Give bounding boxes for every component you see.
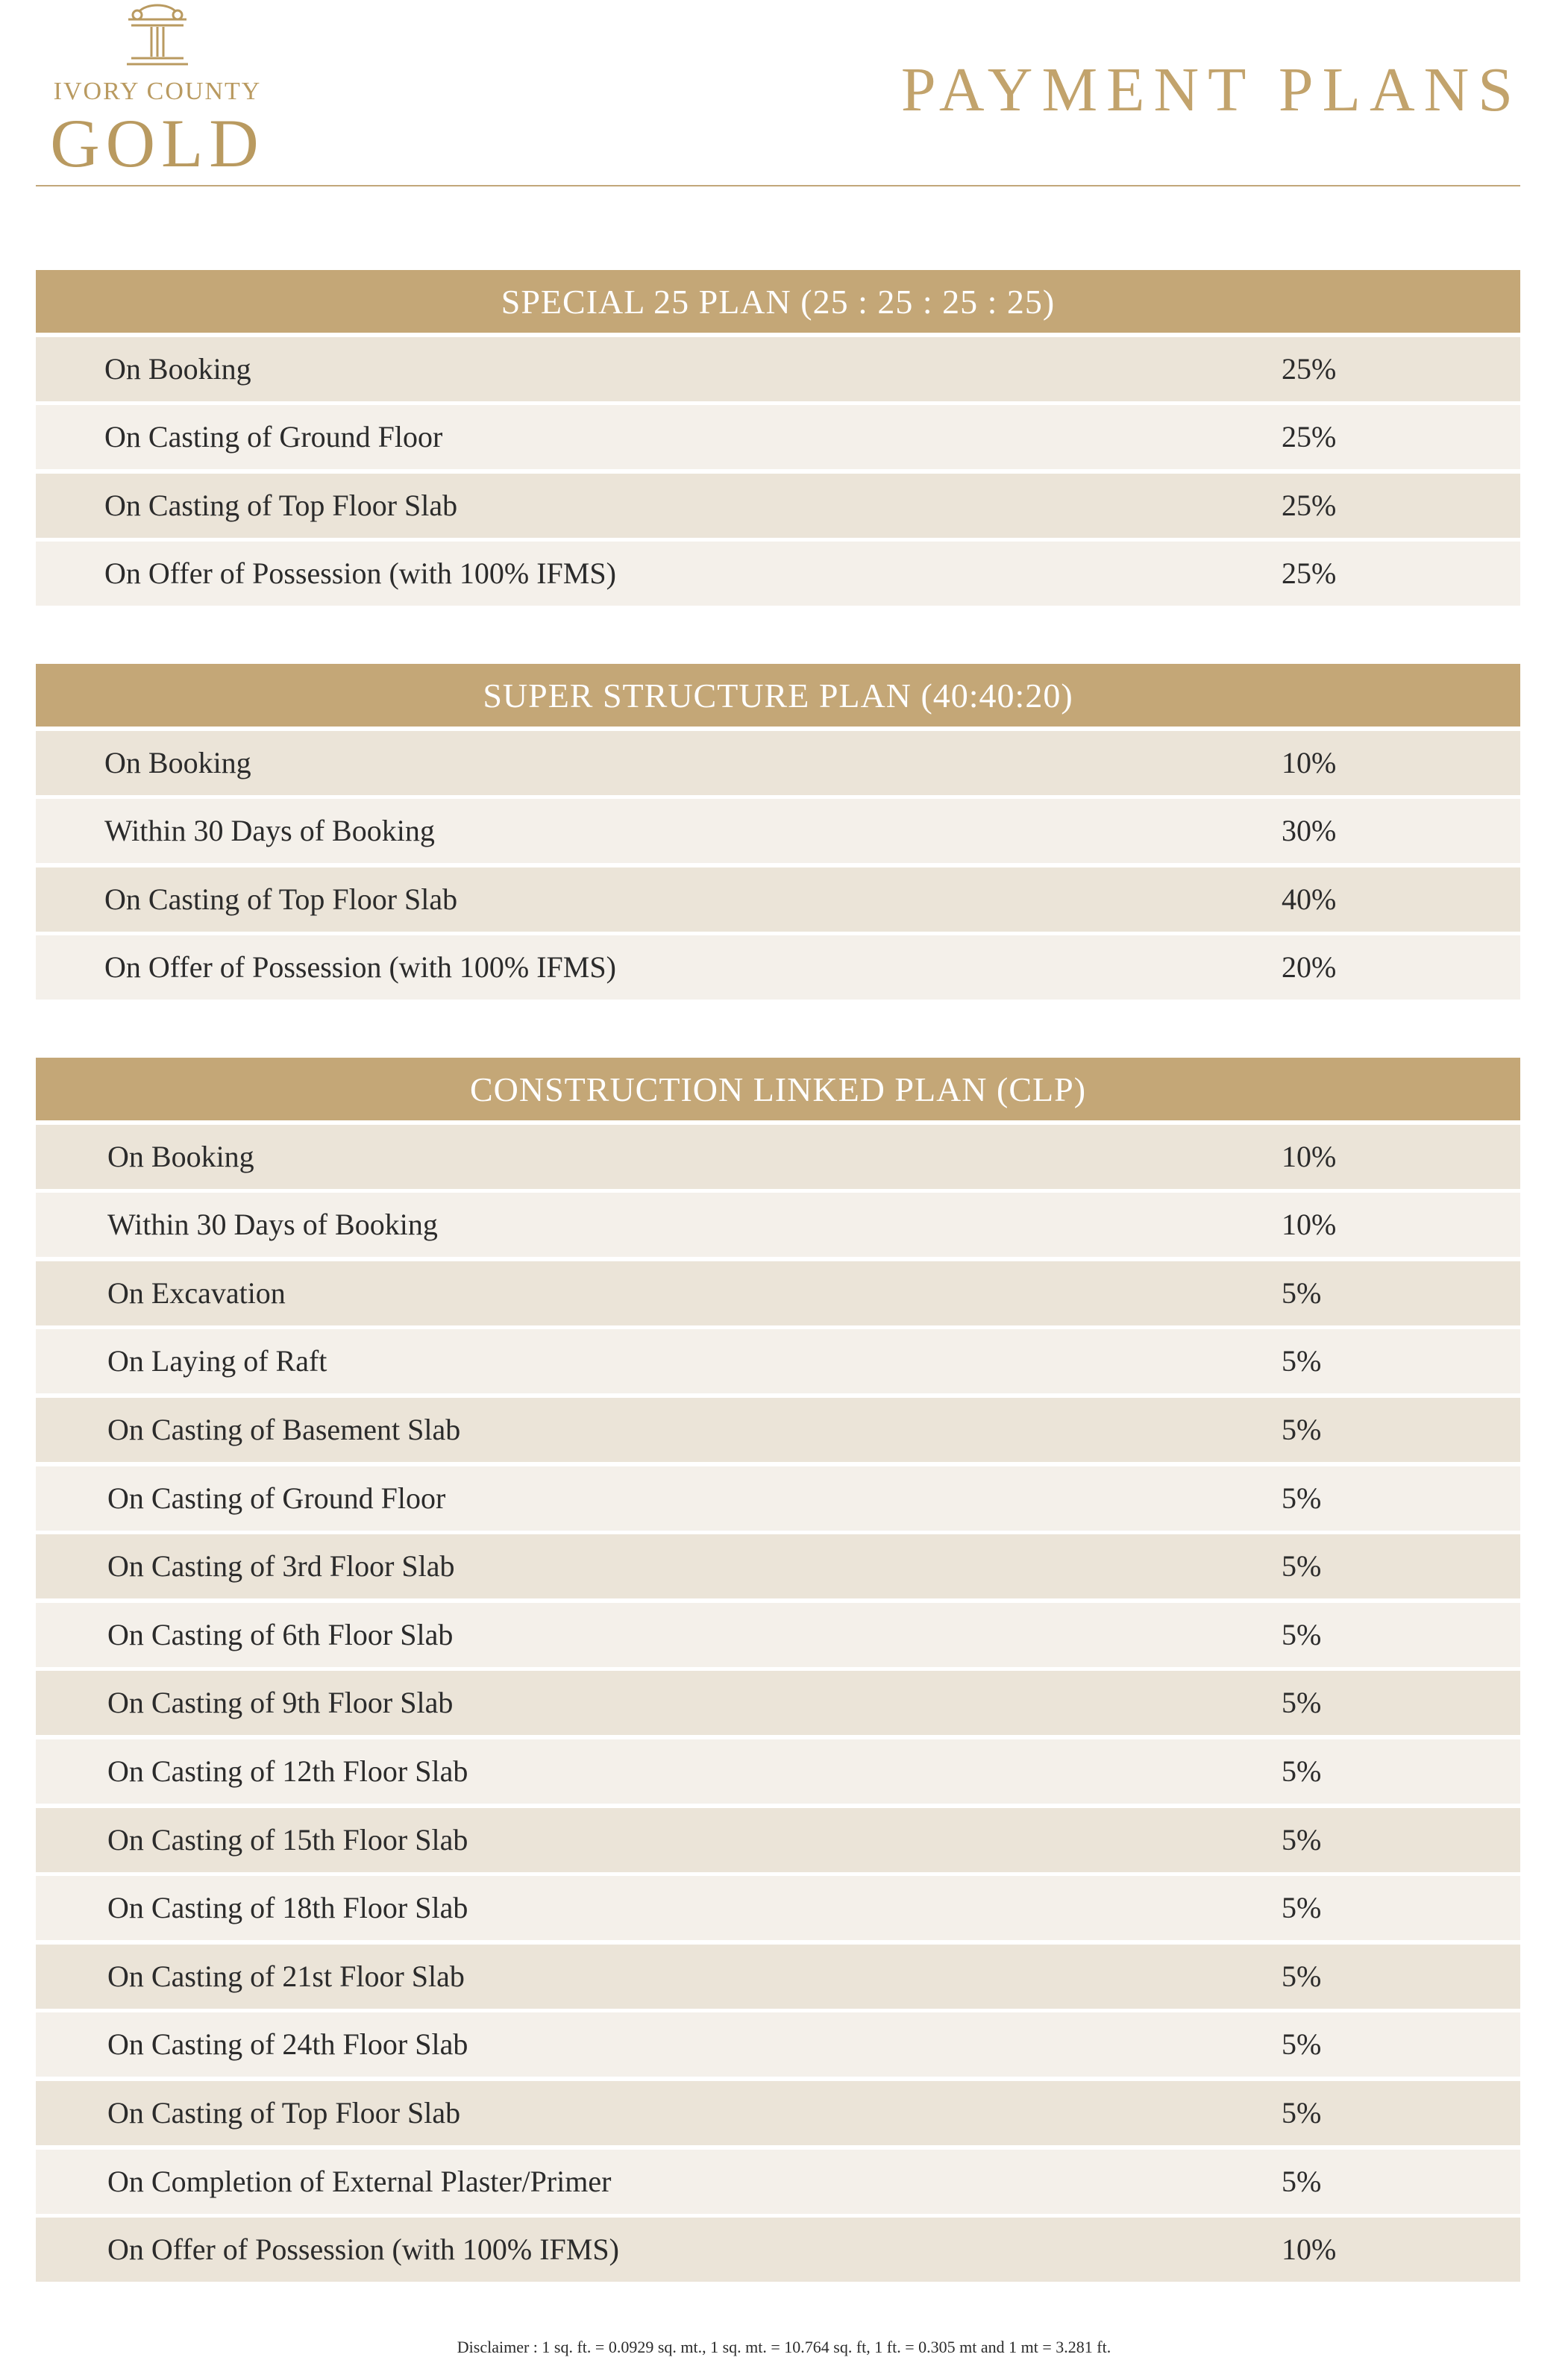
plan-row (36, 337, 1520, 401)
row-label: On Casting of Top Floor Slab (104, 882, 458, 916)
column-emblem-icon (34, 0, 280, 75)
row-value: 25% (1282, 351, 1337, 386)
row-label: On Casting of Ground Floor (104, 420, 443, 454)
row-label: On Excavation (107, 1275, 286, 1310)
row-value: 20% (1282, 950, 1337, 985)
row-label: On Offer of Possession (with 100% IFMS) (107, 2232, 619, 2267)
row-value: 5% (1282, 1275, 1322, 1310)
row-label: On Casting of 24th Floor Slab (107, 2027, 468, 2062)
plan-row (36, 1466, 1520, 1531)
plan-header: SPECIAL 25 PLAN (25 : 25 : 25 : 25) (36, 270, 1520, 333)
plan-row (36, 1534, 1520, 1598)
plan-row (36, 2012, 1520, 2077)
plan-row (36, 542, 1520, 606)
row-value: 30% (1282, 814, 1337, 848)
plan-header: SUPER STRUCTURE PLAN (40:40:20) (36, 664, 1520, 727)
plan-row (36, 2081, 1520, 2145)
row-value: 10% (1282, 745, 1337, 779)
row-value: 40% (1282, 882, 1337, 916)
row-value: 5% (1282, 1959, 1322, 1993)
row-label: On Casting of 3rd Floor Slab (107, 1549, 455, 1584)
plan-row (36, 1739, 1520, 1804)
row-value: 5% (1282, 2095, 1322, 2130)
row-label: On Casting of 9th Floor Slab (107, 1686, 454, 1720)
plan-row (36, 1671, 1520, 1735)
brand-logo (34, 0, 280, 179)
plan-row (36, 1398, 1520, 1462)
plan-special-25 (36, 270, 1520, 606)
row-label: On Casting of Ground Floor (107, 1481, 446, 1515)
brand-line-2: GOLD (50, 105, 265, 181)
row-value: 5% (1282, 2164, 1322, 2198)
plan-super-structure (36, 664, 1520, 1000)
plan-row (36, 867, 1520, 932)
plan-row (36, 405, 1520, 469)
row-value: 5% (1282, 1549, 1322, 1584)
disclaimer: Disclaimer : 1 sq. ft. = 0.0929 sq. mt., 1 sq. mt. = 10.764 sq. ft, 1 ft. = 0.305 mt and 1 mt = 3.281 ft. (457, 2338, 1111, 2356)
row-value: 25% (1282, 420, 1337, 454)
brand-line-1: IVORY COUNTY (53, 78, 262, 105)
row-label: On Casting of Top Floor Slab (107, 2095, 461, 2130)
row-label: On Booking (104, 351, 251, 386)
row-value: 5% (1282, 1344, 1322, 1378)
plan-row (36, 1125, 1520, 1189)
row-label: On Casting of 21st Floor Slab (107, 1959, 465, 1993)
row-label: On Casting of 12th Floor Slab (107, 1754, 468, 1788)
row-label: On Casting of 18th Floor Slab (107, 1891, 468, 1925)
row-label: On Completion of External Plaster/Primer (107, 2164, 612, 2198)
plan-row (36, 1261, 1520, 1325)
plan-row (36, 1603, 1520, 1667)
row-value: 5% (1282, 1822, 1322, 1857)
row-value: 5% (1282, 1891, 1322, 1925)
row-value: 10% (1282, 1139, 1337, 1173)
plan-row (36, 1329, 1520, 1393)
row-label: Within 30 Days of Booking (104, 814, 435, 848)
row-label: On Booking (104, 745, 251, 779)
plan-row (36, 935, 1520, 1000)
plan-header: CONSTRUCTION LINKED PLAN (CLP) (36, 1058, 1520, 1120)
plan-row (36, 1808, 1520, 1872)
row-value: 5% (1282, 1412, 1322, 1446)
row-value: 5% (1282, 1617, 1322, 1651)
row-value: 25% (1282, 488, 1337, 522)
row-label: Within 30 Days of Booking (107, 1208, 438, 1242)
row-label: On Casting of 15th Floor Slab (107, 1822, 468, 1857)
plan-construction-linked (36, 1058, 1520, 2282)
page-title: PAYMENT PLANS (900, 55, 1522, 125)
row-label: On Casting of Top Floor Slab (104, 488, 458, 522)
row-label: On Laying of Raft (107, 1344, 327, 1378)
row-value: 5% (1282, 1481, 1322, 1515)
plan-row (36, 2150, 1520, 2214)
row-value: 10% (1282, 2232, 1337, 2267)
plan-row (36, 1193, 1520, 1257)
row-label: On Offer of Possession (with 100% IFMS) (104, 556, 616, 591)
row-value: 5% (1282, 2027, 1322, 2062)
row-value: 5% (1282, 1686, 1322, 1720)
plan-row (36, 799, 1520, 863)
plan-row (36, 1945, 1520, 2009)
plan-row (36, 2218, 1520, 2282)
plan-row (36, 731, 1520, 795)
header-divider (36, 185, 1520, 186)
row-label: On Casting of Basement Slab (107, 1412, 461, 1446)
plan-row (36, 474, 1520, 538)
row-value: 5% (1282, 1754, 1322, 1788)
row-value: 10% (1282, 1208, 1337, 1242)
row-label: On Casting of 6th Floor Slab (107, 1617, 454, 1651)
plan-row (36, 1876, 1520, 1940)
row-value: 25% (1282, 556, 1337, 591)
row-label: On Offer of Possession (with 100% IFMS) (104, 950, 616, 985)
row-label: On Booking (107, 1139, 254, 1173)
